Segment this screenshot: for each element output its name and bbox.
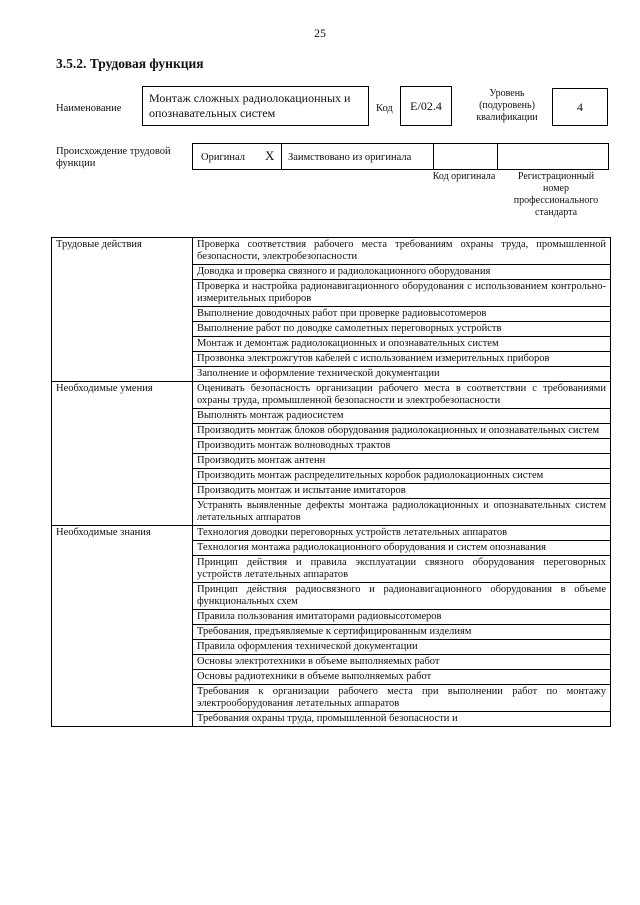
section-item: Основы электротехники в объеме выполняемых работ xyxy=(193,655,611,670)
section-title: Необходимые знания xyxy=(52,526,193,727)
function-code-value: E/02.4 xyxy=(410,98,442,113)
original-mark: X xyxy=(265,148,275,163)
function-code-box xyxy=(400,86,452,126)
page-number: 25 xyxy=(314,26,326,40)
section-item: Выполнение доводочных работ при проверке радиовысотомеров xyxy=(193,307,611,322)
origin-divider xyxy=(281,144,282,169)
section-item: Доводка и проверка связного и радиолокационного оборудования xyxy=(193,265,611,280)
section-item: Требования к организации рабочего места при выполнении работ по монтажу электрооборудования летательных аппаратов xyxy=(193,685,611,712)
section-title: Необходимые умения xyxy=(52,382,193,526)
section-title: Трудовые действия xyxy=(52,238,193,382)
section-item: Монтаж и демонтаж радиолокационных и опознавательных систем xyxy=(193,337,611,352)
section-item: Правила оформления технической документации xyxy=(193,640,611,655)
section-item: Проверка соответствия рабочего места требованиям охраны труда, промышленной безопасности, электробезопасности xyxy=(193,238,611,265)
function-name-box xyxy=(142,86,369,126)
reg-number-caption: Регистрационный номер профессионального стандарта xyxy=(513,171,599,218)
section-item: Требования, предъявляемые к сертифицированным изделиям xyxy=(193,625,611,640)
section-item: Производить монтаж распределительных коробок радиолокационных систем xyxy=(193,469,611,484)
origin-divider xyxy=(497,144,498,169)
section-item: Правила пользования имитаторами радиовысотомеров xyxy=(193,610,611,625)
qualification-level-label: Уровень (подуровень) квалификации xyxy=(476,88,538,123)
section-item: Производить монтаж блоков оборудования радиолокационных и опознавательных систем xyxy=(193,424,611,439)
section-item: Выполнять монтаж радиосистем xyxy=(193,409,611,424)
section-item: Устранять выявленные дефекты монтажа радиолокационных и опознавательных систем летательных аппаратов xyxy=(193,499,611,526)
section-item: Производить монтаж и испытание имитаторов xyxy=(193,484,611,499)
section-item: Технология монтажа радиолокационного оборудования и систем опознавания xyxy=(193,541,611,556)
qualification-level-value: 4 xyxy=(577,99,583,114)
section-item: Выполнение работ по доводке самолетных переговорных устройств xyxy=(193,322,611,337)
code-original-caption: Код оригинала xyxy=(432,171,496,182)
function-details-table xyxy=(51,237,611,727)
section-item: Технология доводки переговорных устройств летательных аппаратов xyxy=(193,526,611,541)
origin-table xyxy=(192,143,609,170)
section-item: Прозвонка электрожгутов кабелей с использованием измерительных приборов xyxy=(193,352,611,367)
section-item: Оценивать безопасность организации рабочего места в соответствии с требованиями охраны труда, промышленной безопасности и электробезопасности xyxy=(193,382,611,409)
table-row xyxy=(52,238,611,265)
table-row xyxy=(52,526,611,541)
code-label: Код xyxy=(376,103,393,114)
function-name-value: Монтаж сложных радиолокационных и опознавательных систем xyxy=(149,91,351,120)
borrowed-label: Заимствовано из оригинала xyxy=(288,152,412,163)
section-item: Принцип действия и правила эксплуатации связного оборудования переговорных устройств летательных аппаратов xyxy=(193,556,611,583)
name-label: Наименование xyxy=(56,103,122,114)
section-item: Производить монтаж волноводных трактов xyxy=(193,439,611,454)
original-label: Оригинал xyxy=(201,152,245,163)
origin-label: Происхождение трудовой функции xyxy=(56,146,171,169)
section-item: Производить монтаж антенн xyxy=(193,454,611,469)
section-item: Требования охраны труда, промышленной безопасности и xyxy=(193,712,611,727)
section-item: Принцип действия радиосвязного и радионавигационного оборудования в объеме функциональных схем xyxy=(193,583,611,610)
qualification-level-box xyxy=(552,88,608,126)
origin-divider xyxy=(433,144,434,169)
section-heading: 3.5.2. Трудовая функция xyxy=(56,56,204,71)
section-item: Заполнение и оформление технической документации xyxy=(193,367,611,382)
section-item: Основы радиотехники в объеме выполняемых работ xyxy=(193,670,611,685)
table-row xyxy=(52,382,611,409)
section-item: Проверка и настройка радионавигационного оборудования с использованием контрольно-измерительных приборов xyxy=(193,280,611,307)
